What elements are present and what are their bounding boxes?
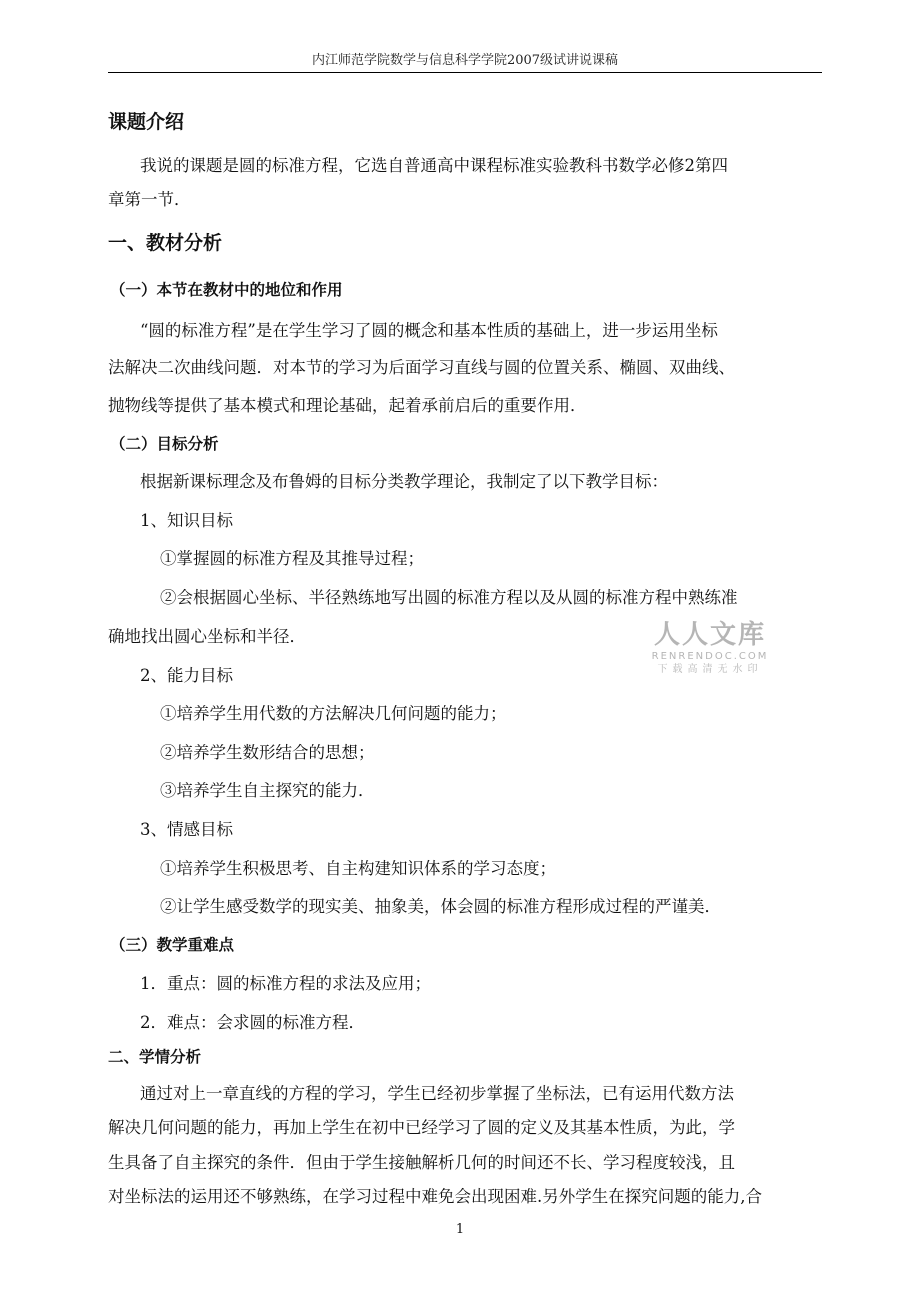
- ability-goal-1: ①培养学生用代数的方法解决几何问题的能力；: [160, 704, 507, 723]
- watermark-domain: RENRENDOC.COM: [651, 651, 769, 662]
- section-2-heading: 二、学情分析: [108, 1048, 202, 1066]
- page-header: 内江师范学院数学与信息科学学院2007级试讲说课稿: [108, 50, 822, 73]
- section-1-heading: 一、教材分析: [108, 232, 223, 254]
- knowledge-goal-1: ①掌握圆的标准方程及其推导过程；: [160, 549, 424, 568]
- knowledge-goals-label: 1、知识目标: [140, 511, 233, 530]
- objectives-intro: 根据新课标理念及布鲁姆的目标分类教学理论，我制定了以下教学目标：: [140, 472, 668, 491]
- subsection-3-heading: （三）教学重难点: [110, 936, 235, 954]
- key-point: 1．重点：圆的标准方程的求法及应用；: [140, 974, 431, 993]
- intro-line-1: 我说的课题是圆的标准方程，它选自普通高中课程标准实验教科书数学必修2第四: [140, 156, 728, 175]
- ability-goal-2: ②培养学生数形结合的思想；: [160, 743, 375, 762]
- ability-goal-3: ③培养学生自主探究的能力．: [160, 781, 375, 800]
- topic-title: 课题介绍: [108, 111, 185, 133]
- analysis-line-3: 生具备了自主探究的条件．但由于学生接触解析几何的时间还不长、学习程度较浅，且: [108, 1153, 735, 1172]
- watermark-title: 人人文库: [653, 620, 766, 650]
- emotion-goal-2: ②让学生感受数学的现实美、抽象美，体会圆的标准方程形成过程的严谨美．: [160, 897, 721, 916]
- subsection-1-line-1: “圆的标准方程”是在学生学习了圆的概念和基本性质的基础上，进一步运用坐标: [140, 321, 718, 340]
- page-number: 1: [455, 1222, 465, 1237]
- ability-goals-label: 2、能力目标: [140, 666, 233, 685]
- knowledge-goal-2b: 确地找出圆心坐标和半径．: [108, 627, 306, 646]
- difficult-point: 2．难点：会求圆的标准方程．: [140, 1013, 365, 1032]
- emotion-goals-label: 3、情感目标: [140, 820, 233, 839]
- subsection-1-heading: （一）本节在教材中的地位和作用: [110, 281, 343, 299]
- emotion-goal-1: ①培养学生积极思考、自主构建知识体系的学习态度；: [160, 859, 556, 878]
- subsection-1-line-2: 法解决二次曲线问题．对本节的学习为后面学习直线与圆的位置关系、椭圆、双曲线、: [108, 358, 735, 377]
- knowledge-goal-2a: ②会根据圆心坐标、半径熟练地写出圆的标准方程以及从圆的标准方程中熟练准: [160, 588, 738, 607]
- analysis-line-2: 解决几何问题的能力，再加上学生在初中已经学习了圆的定义及其基本性质，为此，学: [108, 1118, 735, 1137]
- subsection-1-line-3: 抛物线等提供了基本模式和理论基础，起着承前启后的重要作用．: [108, 396, 587, 415]
- watermark-slogan: 下载高清无水印: [657, 664, 763, 675]
- intro-line-2: 章第一节．: [108, 190, 191, 209]
- watermark-logo: [640, 620, 780, 677]
- analysis-line-1: 通过对上一章直线的方程的学习，学生已经初步掌握了坐标法，已有运用代数方法: [140, 1084, 734, 1103]
- subsection-2-heading: （二）目标分析: [110, 435, 219, 453]
- analysis-line-4: 对坐标法的运用还不够熟练，在学习过程中难免会出现困难.另外学生在探究问题的能力,合: [108, 1187, 762, 1206]
